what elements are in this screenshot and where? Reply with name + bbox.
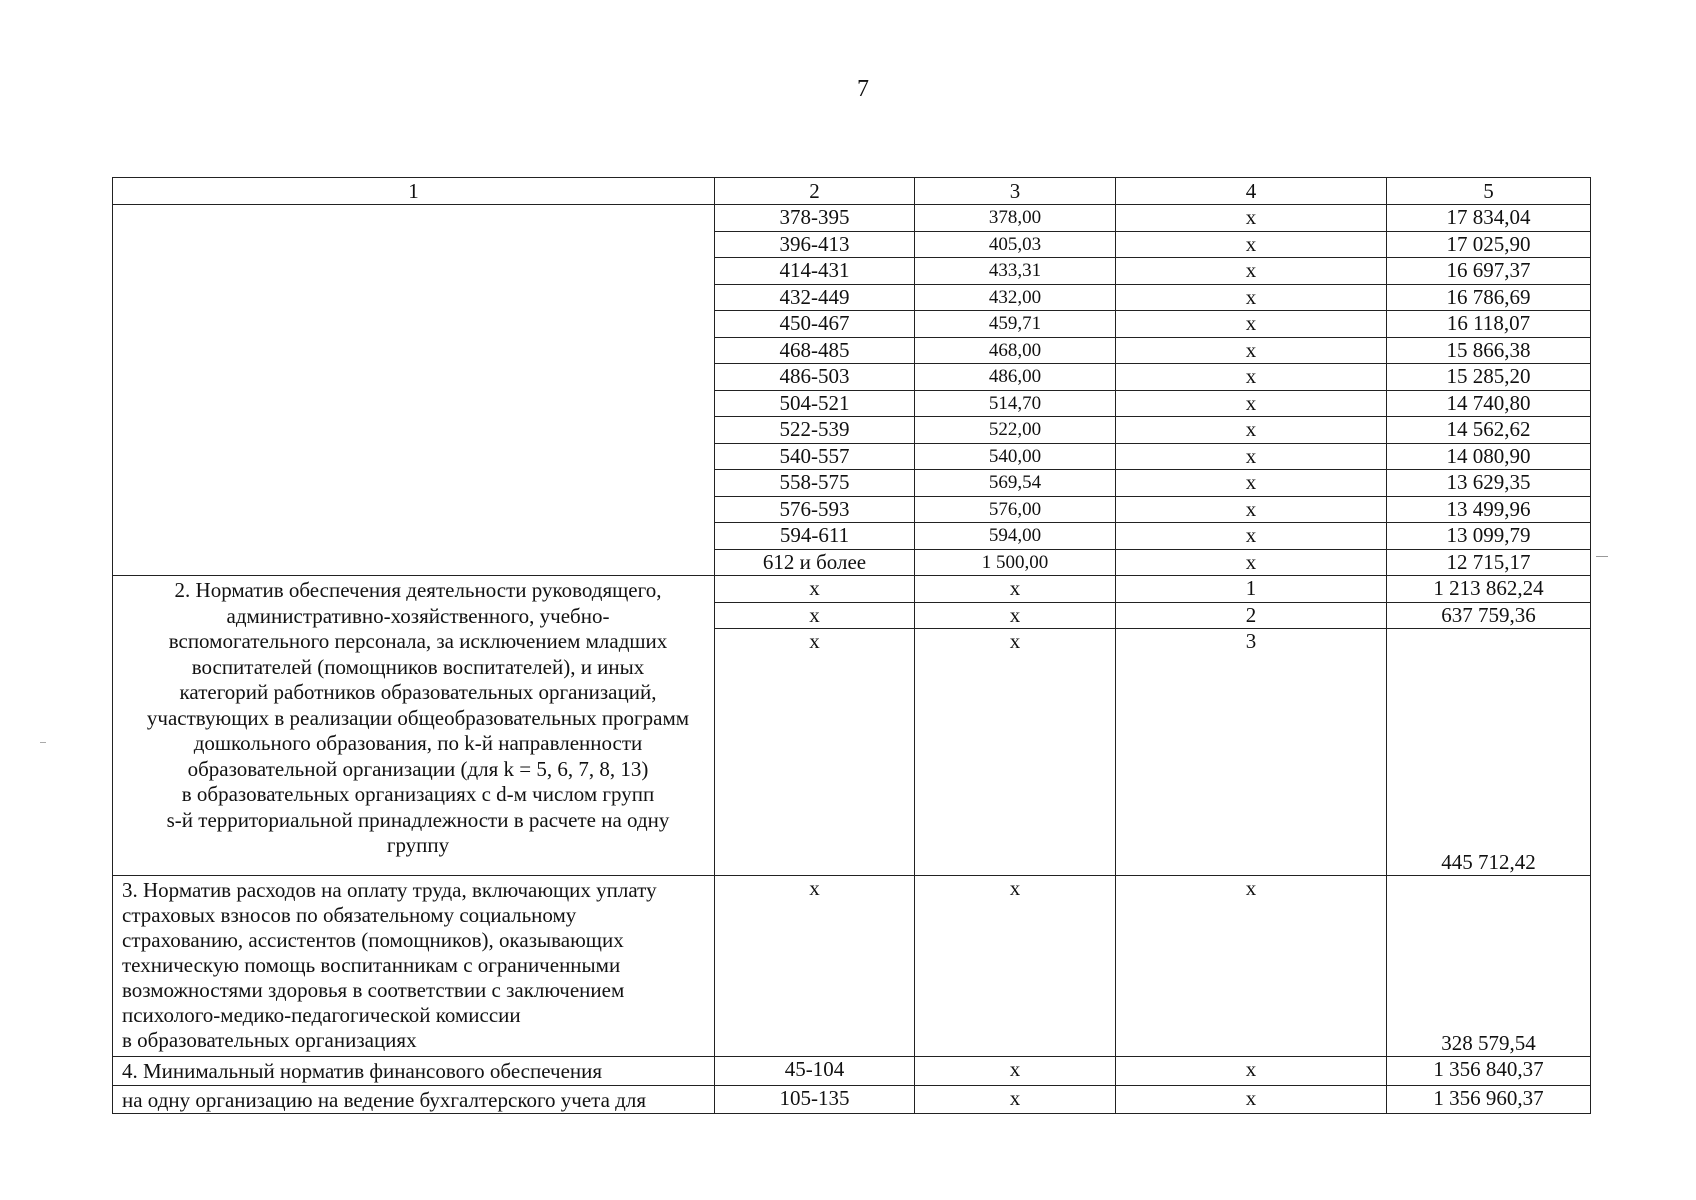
table-cell: 486-503 bbox=[715, 364, 915, 391]
table-cell: х bbox=[1116, 876, 1387, 1057]
description-line: страховых взносов по обязательному социальному bbox=[122, 903, 577, 927]
description-line: в образовательных организациях bbox=[122, 1028, 417, 1052]
description-line: психолого-медико-педагогической комиссии bbox=[122, 1003, 521, 1027]
table-header-row bbox=[113, 178, 1591, 205]
table-cell: х bbox=[715, 576, 915, 603]
table-cell: 414-431 bbox=[715, 258, 915, 285]
table-cell: 432-449 bbox=[715, 284, 915, 311]
description-line: группу bbox=[386, 833, 450, 857]
section-description bbox=[113, 876, 715, 1057]
section-1-continuation-cell bbox=[113, 205, 715, 576]
table-row bbox=[113, 205, 1591, 232]
table-row bbox=[113, 576, 1591, 603]
table-cell: 1 500,00 bbox=[915, 549, 1116, 576]
table-cell: х bbox=[1116, 523, 1387, 550]
table-cell: 514,70 bbox=[915, 390, 1116, 417]
table-cell: 569,54 bbox=[915, 470, 1116, 497]
description-line: возможностями здоровья в соответствии с заключением bbox=[122, 978, 625, 1002]
table-cell: 594-611 bbox=[715, 523, 915, 550]
header-cell: 5 bbox=[1387, 178, 1591, 205]
table-cell: 3 bbox=[1116, 629, 1387, 876]
description-line: на одну организацию на ведение бухгалтерского учета для bbox=[113, 1085, 715, 1114]
table-cell: х bbox=[915, 629, 1116, 876]
table-cell: х bbox=[915, 576, 1116, 603]
table-cell: 522-539 bbox=[715, 417, 915, 444]
table-cell: х bbox=[1116, 1057, 1387, 1086]
table-cell: 405,03 bbox=[915, 231, 1116, 258]
table-cell: 637 759,36 bbox=[1387, 602, 1591, 629]
section-description bbox=[113, 576, 715, 876]
table-cell: 522,00 bbox=[915, 417, 1116, 444]
table-cell: 1 356 960,37 bbox=[1387, 1085, 1591, 1114]
table-cell: х bbox=[1116, 311, 1387, 338]
description-line: воспитателей (помощников воспитателей), и иных bbox=[191, 654, 645, 679]
table-cell: 45-104 bbox=[715, 1057, 915, 1086]
description-line: административно-хозяйственного, учебно- bbox=[226, 603, 610, 628]
normatives-table bbox=[112, 177, 1591, 1114]
description-line: техническую помощь воспитанникам с ограниченными bbox=[122, 953, 621, 977]
table-cell: 576,00 bbox=[915, 496, 1116, 523]
table-cell: 540-557 bbox=[715, 443, 915, 470]
table-cell: х bbox=[715, 602, 915, 629]
description-line: участвующих в реализации общеобразовательных программ bbox=[146, 705, 690, 730]
description-line: 4. Минимальный норматив финансового обеспечения bbox=[113, 1057, 715, 1086]
table-cell: 576-593 bbox=[715, 496, 915, 523]
description-line: 3. Норматив расходов на оплату труда, включающих уплату bbox=[122, 878, 657, 902]
table-row bbox=[113, 876, 1591, 1057]
table-cell: 14 080,90 bbox=[1387, 443, 1591, 470]
table-cell: х bbox=[1116, 470, 1387, 497]
description-line: в образовательных организациях с d-м числом групп bbox=[181, 782, 655, 806]
table-cell: 459,71 bbox=[915, 311, 1116, 338]
table-row bbox=[113, 1085, 1591, 1114]
table-cell: 105-135 bbox=[715, 1085, 915, 1114]
table-cell: 1 bbox=[1116, 576, 1387, 603]
table-cell: 16 697,37 bbox=[1387, 258, 1591, 285]
table-cell: 15 285,20 bbox=[1387, 364, 1591, 391]
table-cell: 328 579,54 bbox=[1387, 876, 1591, 1057]
table-cell: 17 834,04 bbox=[1387, 205, 1591, 232]
scan-mark bbox=[40, 742, 46, 743]
table-cell: х bbox=[715, 629, 915, 876]
table-cell: 15 866,38 bbox=[1387, 337, 1591, 364]
table-cell: 14 740,80 bbox=[1387, 390, 1591, 417]
table-cell: 378-395 bbox=[715, 205, 915, 232]
table-cell: 432,00 bbox=[915, 284, 1116, 311]
table-cell: х bbox=[1116, 417, 1387, 444]
scan-mark bbox=[1596, 556, 1608, 557]
table-cell: 1 356 840,37 bbox=[1387, 1057, 1591, 1086]
table-cell: 445 712,42 bbox=[1387, 629, 1591, 876]
table-cell: 13 499,96 bbox=[1387, 496, 1591, 523]
table-cell: 504-521 bbox=[715, 390, 915, 417]
table-cell: 378,00 bbox=[915, 205, 1116, 232]
table-cell: х bbox=[1116, 390, 1387, 417]
table-cell: х bbox=[1116, 258, 1387, 285]
table-cell: х bbox=[915, 1085, 1116, 1114]
table-cell: х bbox=[915, 876, 1116, 1057]
table-row bbox=[113, 1057, 1591, 1086]
table-cell: х bbox=[1116, 284, 1387, 311]
table-cell: х bbox=[1116, 205, 1387, 232]
table-cell: 17 025,90 bbox=[1387, 231, 1591, 258]
table-cell: х bbox=[715, 876, 915, 1057]
description-line: образовательной организации (для k = 5, 6, 7, 8, 13) bbox=[187, 756, 649, 781]
table-cell: 540,00 bbox=[915, 443, 1116, 470]
table-cell: 14 562,62 bbox=[1387, 417, 1591, 444]
description-line: s-й территориальной принадлежности в расчете на одну bbox=[166, 807, 670, 832]
table-cell: 16 118,07 bbox=[1387, 311, 1591, 338]
table-cell: 612 и более bbox=[715, 549, 915, 576]
table-cell: х bbox=[915, 602, 1116, 629]
table-cell: х bbox=[1116, 549, 1387, 576]
table-cell: 468,00 bbox=[915, 337, 1116, 364]
table-cell: х bbox=[1116, 496, 1387, 523]
table-cell: 1 213 862,24 bbox=[1387, 576, 1591, 603]
table-cell: 594,00 bbox=[915, 523, 1116, 550]
description-line: 2. Норматив обеспечения деятельности руководящего, bbox=[174, 578, 662, 602]
description-line: дошкольного образования, по k-й направленности bbox=[193, 731, 643, 755]
description-line: вспомогательного персонала, за исключением младших bbox=[168, 629, 668, 653]
table-cell: 433,31 bbox=[915, 258, 1116, 285]
description-line: страхованию, ассистентов (помощников), оказывающих bbox=[122, 928, 624, 952]
header-cell: 1 bbox=[113, 178, 715, 205]
table-cell: х bbox=[915, 1057, 1116, 1086]
table-cell: 13 629,35 bbox=[1387, 470, 1591, 497]
table-cell: 2 bbox=[1116, 602, 1387, 629]
table-cell: х bbox=[1116, 364, 1387, 391]
description-line: категорий работников образовательных организаций, bbox=[179, 680, 657, 704]
header-cell: 3 bbox=[915, 178, 1116, 205]
header-cell: 4 bbox=[1116, 178, 1387, 205]
table-cell: 468-485 bbox=[715, 337, 915, 364]
table-cell: 450-467 bbox=[715, 311, 915, 338]
header-cell: 2 bbox=[715, 178, 915, 205]
table-cell: 486,00 bbox=[915, 364, 1116, 391]
table-cell: х bbox=[1116, 1085, 1387, 1114]
table-cell: х bbox=[1116, 443, 1387, 470]
table-cell: 558-575 bbox=[715, 470, 915, 497]
table-cell: х bbox=[1116, 231, 1387, 258]
table-cell: 13 099,79 bbox=[1387, 523, 1591, 550]
table-cell: 16 786,69 bbox=[1387, 284, 1591, 311]
table-cell: х bbox=[1116, 337, 1387, 364]
table-cell: 396-413 bbox=[715, 231, 915, 258]
table-cell: 12 715,17 bbox=[1387, 549, 1591, 576]
page-number: 7 bbox=[857, 76, 869, 102]
